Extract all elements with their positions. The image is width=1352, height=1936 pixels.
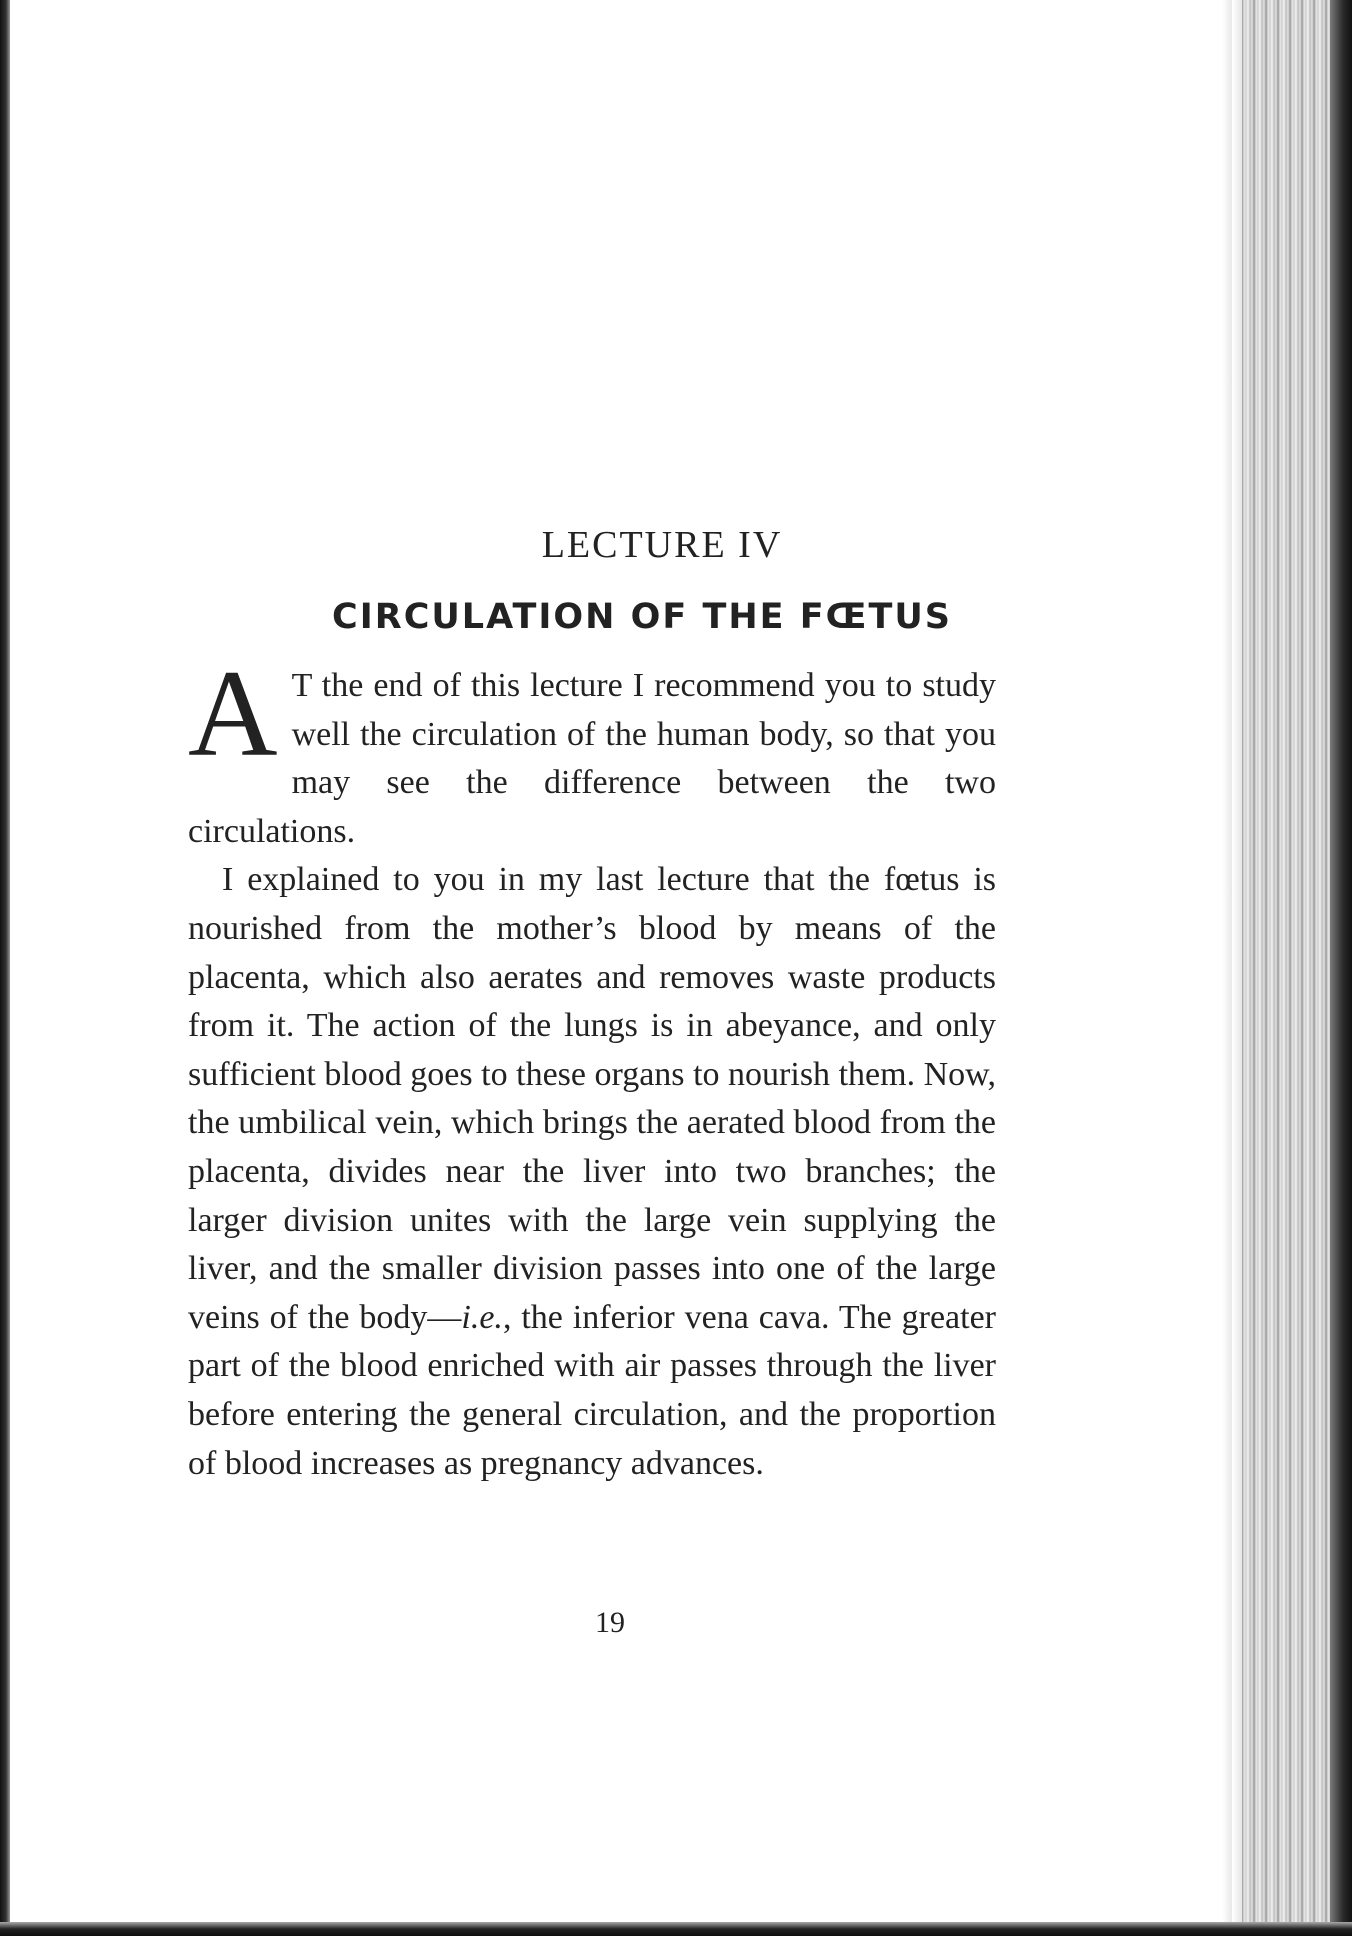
- body-text: [188, 645, 996, 1488]
- drop-cap: A: [188, 645, 278, 782]
- paragraph-1-text: T the end of this lecture I recommend you to study well the circulation of the human body, so that you may see the difference between the two circulations.: [188, 667, 996, 850]
- scan-left-border: [0, 0, 10, 1936]
- text-block: [188, 500, 996, 1488]
- paragraph-2-italic: i.e.: [461, 1298, 503, 1336]
- chapter-title: CIRCULATION OF THE FŒTUS: [332, 597, 952, 637]
- book-page-edges: [1232, 0, 1352, 1936]
- page-number: 19: [595, 1606, 625, 1639]
- paragraph-2: [188, 856, 996, 1488]
- paragraph-1: [188, 645, 996, 856]
- lecture-number: LECTURE IV: [541, 524, 783, 566]
- scan-bottom-border: [0, 1922, 1352, 1936]
- paragraph-2-text-b: , the inferior vena cava. The greater part of the blood enriched with air passes through the liver before entering the general circulation, and the proportion of blood increases as pregnancy advances.: [188, 1298, 996, 1482]
- paragraph-2-text-a: I explained to you in my last lecture that the fœtus is nourished from the mother’s blood by means of the placenta, which also aerates and removes waste products from it. The action of the lungs is in abeyance, and only sufficient blood goes to these organs to nourish them. Now, the umbilical vein, which brings the aerated blood from the placenta, divides near the liver into two branches; the larger division unites with the large vein supplying the liver, and the smaller division passes into one of the large veins of the body—: [188, 861, 996, 1336]
